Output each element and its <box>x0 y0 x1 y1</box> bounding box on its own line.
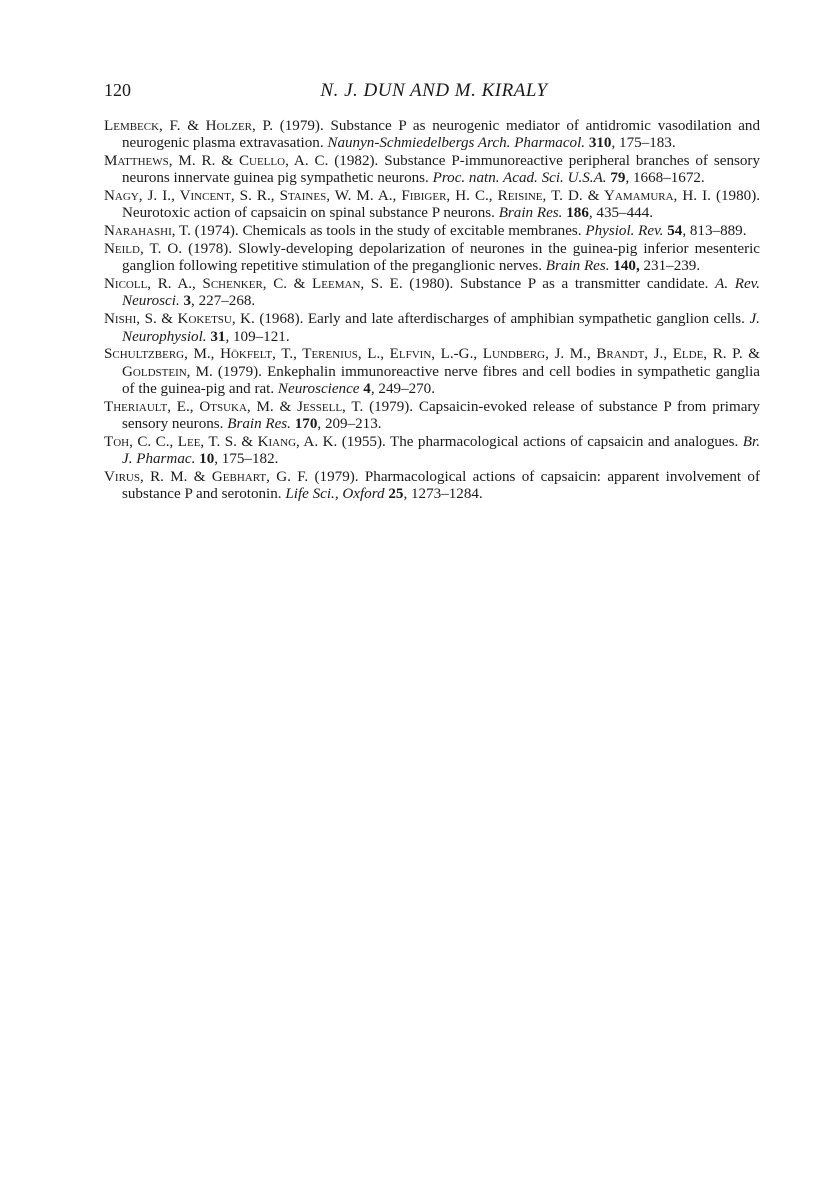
reference-entry <box>104 223 760 240</box>
reference-volume: 310 <box>588 135 612 152</box>
reference-authors: Virus, R. M. & Gebhart, G. F. <box>104 468 309 485</box>
reference-authors: Nicoll, R. A., Schenker, C. & Leeman, S. E. <box>104 276 403 293</box>
reference-journal: Physiol. Rev. <box>585 223 664 240</box>
reference-journal: Neuroscience <box>277 380 360 397</box>
reference-title: Chemicals as tools in the study of excitable membranes. <box>242 223 582 240</box>
reference-title: Early and late afterdischarges of amphibian sympathetic ganglion cells. <box>307 311 745 328</box>
reference-journal: Proc. natn. Acad. Sci. U.S.A. <box>432 170 607 187</box>
reference-journal: Brain Res. <box>545 258 610 275</box>
reference-title: Pharmacological actions of capsaicin: apparent involvement of substance P and serotonin. <box>122 468 760 503</box>
reference-journal: Brain Res. <box>498 205 563 222</box>
reference-year: (1982). <box>334 153 379 170</box>
reference-entry <box>104 153 760 188</box>
reference-volume: 79 <box>610 170 626 187</box>
reference-entry <box>104 118 760 153</box>
reference-pages: , 227–268. <box>191 293 256 310</box>
reference-year: (1979). <box>279 118 324 134</box>
reference-volume: 3 <box>183 293 192 310</box>
reference-year: (1980). <box>715 188 760 205</box>
reference-volume: 25 <box>388 486 404 503</box>
reference-authors: Lembeck, F. & Holzer, P. <box>104 118 273 134</box>
reference-year: (1979). <box>314 468 359 485</box>
reference-journal: A. Rev. Neurosci. <box>122 276 761 310</box>
reference-year: (1978). <box>188 241 233 258</box>
reference-authors: Matthews, M. R. & Cuello, A. C. <box>104 153 329 170</box>
reference-entry <box>104 469 760 504</box>
reference-authors: Theriault, E., Otsuka, M. & Jessell, T. <box>104 398 364 415</box>
reference-pages: 231–239. <box>639 258 701 275</box>
page-header <box>104 80 764 110</box>
reference-entry <box>104 188 760 223</box>
reference-year: (1974). <box>194 223 239 240</box>
reference-entry <box>104 434 760 469</box>
reference-entry <box>104 241 760 276</box>
reference-year: (1979). <box>369 398 414 415</box>
reference-authors: Narahashi, T. <box>104 223 191 240</box>
reference-title: Capsaicin-evoked release of substance P from primary sensory neurons. <box>122 398 760 433</box>
reference-year: (1955). <box>341 433 386 450</box>
reference-title: Slowly-developing depolarization of neurones in the guinea-pig inferior mesenteric ganglion following repetitive stimulation of the preganglionic nerves. <box>122 241 760 275</box>
reference-journal: Life Sci., Oxford <box>285 486 385 503</box>
reference-authors: Toh, C. C., Lee, T. S. & Kiang, A. K. <box>104 433 338 450</box>
reference-authors: Neild, T. O. <box>104 241 183 258</box>
reference-pages: , 435–444. <box>588 205 654 222</box>
reference-title: Substance P-immunoreactive peripheral branches of sensory neurons innervate guinea pig sympathetic neurons. <box>122 153 760 187</box>
reference-authors: Schultzberg, M., Hökfelt, T., Terenius, L., Elfvin, L.-G., Lundberg, J. M., Brandt, J., Elde, R. P. & Goldstein, M. <box>104 346 760 380</box>
reference-pages: , 175–183. <box>611 135 676 152</box>
reference-journal: J. Neurophysiol. <box>122 311 760 345</box>
reference-title: The pharmacological actions of capsaicin and analogues. <box>389 433 739 450</box>
reference-journal: Brain Res. <box>227 416 291 433</box>
reference-journal: Naunyn-Schmiedelbergs Arch. Pharmacol. <box>327 135 586 152</box>
reference-entry <box>104 399 760 434</box>
reference-title: Substance P as neurogenic mediator of antidromic vasodilation and neurogenic plasma extravasation. <box>122 118 760 152</box>
reference-volume: 10 <box>199 451 215 468</box>
reference-volume: 186 <box>566 205 589 222</box>
reference-title: Neurotoxic action of capsaicin on spinal substance P neurons. <box>122 205 495 222</box>
reference-pages: , 813–889. <box>682 223 747 240</box>
reference-volume: 31 <box>210 328 226 345</box>
reference-pages: , 1273–1284. <box>403 486 483 503</box>
reference-pages: , 175–182. <box>214 451 279 468</box>
reference-journal: Br. J. Pharmac. <box>122 433 760 468</box>
reference-authors: Nagy, J. I., Vincent, S. R., Staines, W. M. A., Fibiger, H. C., Reisine, T. D. & Yamamura, H. I. <box>104 188 711 205</box>
reference-pages: , 1668–1672. <box>625 170 705 187</box>
reference-authors: Nishi, S. & Koketsu, K. <box>104 311 255 328</box>
reference-volume: 54 <box>667 223 683 240</box>
reference-title: Enkephalin immunoreactive nerve fibres and cell bodies in sympathetic ganglia of the guinea-pig and rat. <box>122 363 760 397</box>
reference-volume: 140, <box>613 258 640 275</box>
reference-entry <box>104 346 760 398</box>
reference-pages: , 249–270. <box>370 380 435 397</box>
reference-list <box>104 118 760 504</box>
reference-year: (1979). <box>217 363 262 380</box>
reference-volume: 170 <box>294 416 318 433</box>
reference-title: Substance P as a transmitter candidate. <box>459 276 709 293</box>
page-number: 120 <box>104 80 131 100</box>
running-head: N. J. DUN AND M. KIRALY <box>320 80 548 101</box>
reference-pages: , 109–121. <box>225 328 290 345</box>
reference-year: (1980). <box>409 276 454 293</box>
reference-year: (1968). <box>259 311 304 328</box>
reference-entry <box>104 311 760 346</box>
reference-pages: , 209–213. <box>317 416 382 433</box>
reference-volume: 4 <box>363 380 371 397</box>
reference-entry <box>104 276 760 311</box>
